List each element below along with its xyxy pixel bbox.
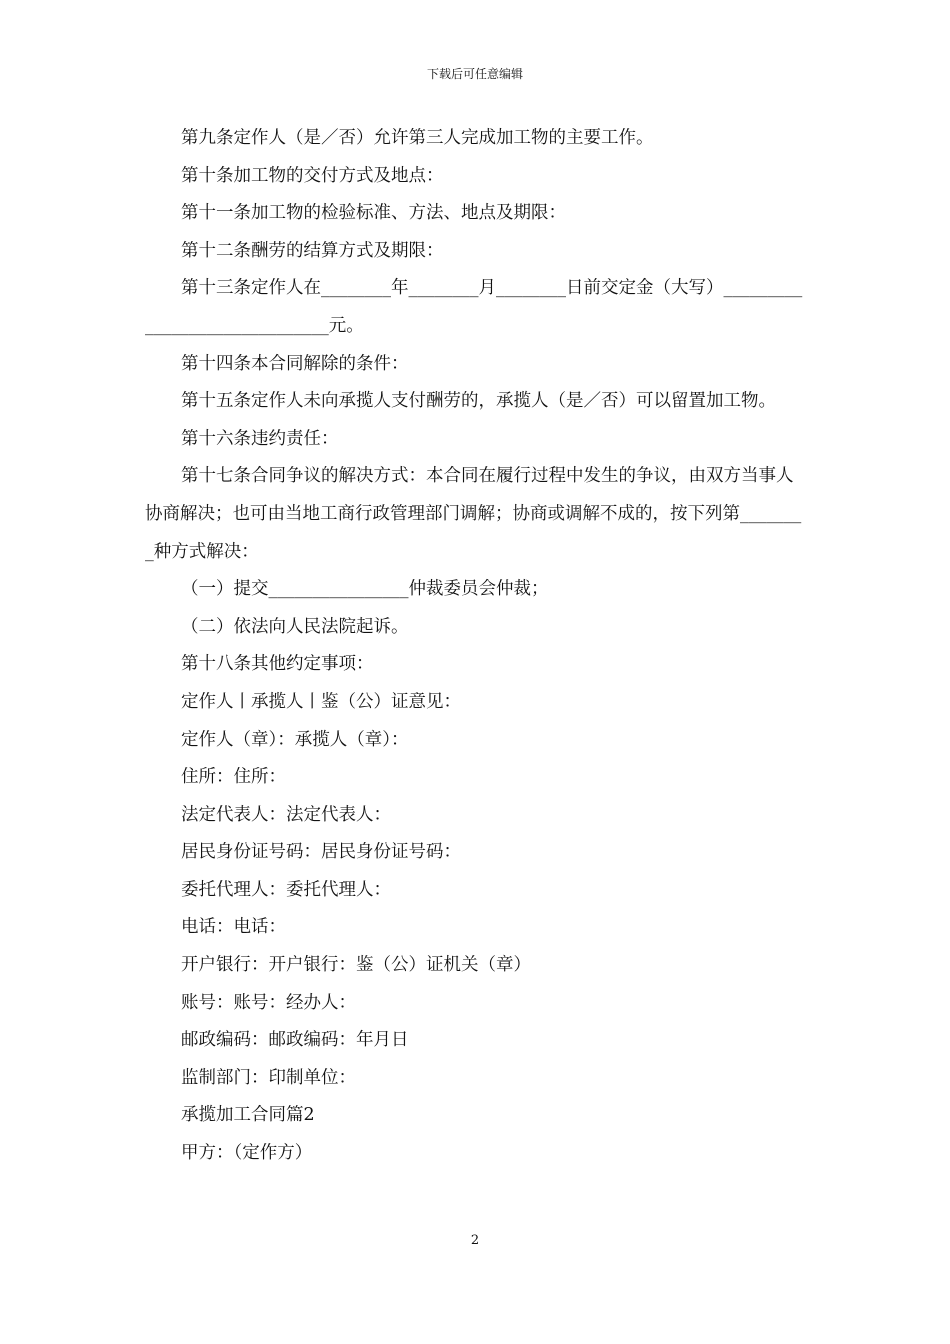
clause-18: 第十八条其他约定事项：: [181, 654, 374, 675]
signature-postcode: 邮政编码：邮政编码：年月日: [181, 1030, 409, 1051]
signature-id-number: 居民身份证号码：居民身份证号码：: [181, 842, 461, 863]
signature-seal: 定作人（章）：承揽人（章）：: [181, 729, 409, 750]
page-header: 下载后可任意编辑: [426, 67, 523, 81]
signature-supervisor: 监制部门：印制单位：: [181, 1067, 356, 1088]
dispute-option-2: （二）依法向人民法院起诉。: [181, 616, 409, 637]
party-a: 甲方：（定作方）: [181, 1143, 313, 1164]
signature-account: 账号：账号：经办人：: [181, 992, 356, 1013]
signature-heading: 定作人丨承揽人丨鉴（公）证意见：: [181, 691, 461, 712]
section-title: 承揽加工合同篇2: [181, 1105, 315, 1126]
clause-14: 第十四条本合同解除的条件：: [181, 353, 409, 374]
signature-address: 住所：住所：: [181, 767, 286, 788]
clause-10: 第十条加工物的交付方式及地点：: [181, 165, 444, 186]
clause-9: 第九条定作人（是／否）允许第三人完成加工物的主要工作。: [181, 128, 654, 148]
clause-17: 第十七条合同争议的解决方式：本合同在履行过程中发生的争议，由双方当事人协商解决；也可由当地工商行政管理部门调解；协商或调解不成的，按下列第________种方式解决：: [145, 466, 802, 562]
clause-13: 第十三条定作人在________年________月________日前交定金（大写）______________________________元。: [145, 278, 803, 336]
clause-11: 第十一条加工物的检验标准、方法、地点及期限：: [181, 203, 566, 224]
signature-legal-rep: 法定代表人：法定代表人：: [181, 804, 391, 825]
page-number: 2: [470, 1233, 480, 1248]
signature-phone: 电话：电话：: [181, 917, 286, 938]
clause-12: 第十二条酬劳的结算方式及期限：: [181, 240, 444, 261]
clause-15: 第十五条定作人未向承揽人支付酬劳的，承揽人（是／否）可以留置加工物。: [181, 391, 776, 412]
signature-agent: 委托代理人：委托代理人：: [181, 879, 391, 900]
document-body: [145, 120, 807, 1173]
signature-bank: 开户银行：开户银行：鉴（公）证机关（章）: [181, 955, 531, 976]
clause-16: 第十六条违约责任：: [181, 428, 339, 449]
dispute-option-1: （一）提交________________仲裁委员会仲裁；: [181, 579, 549, 600]
